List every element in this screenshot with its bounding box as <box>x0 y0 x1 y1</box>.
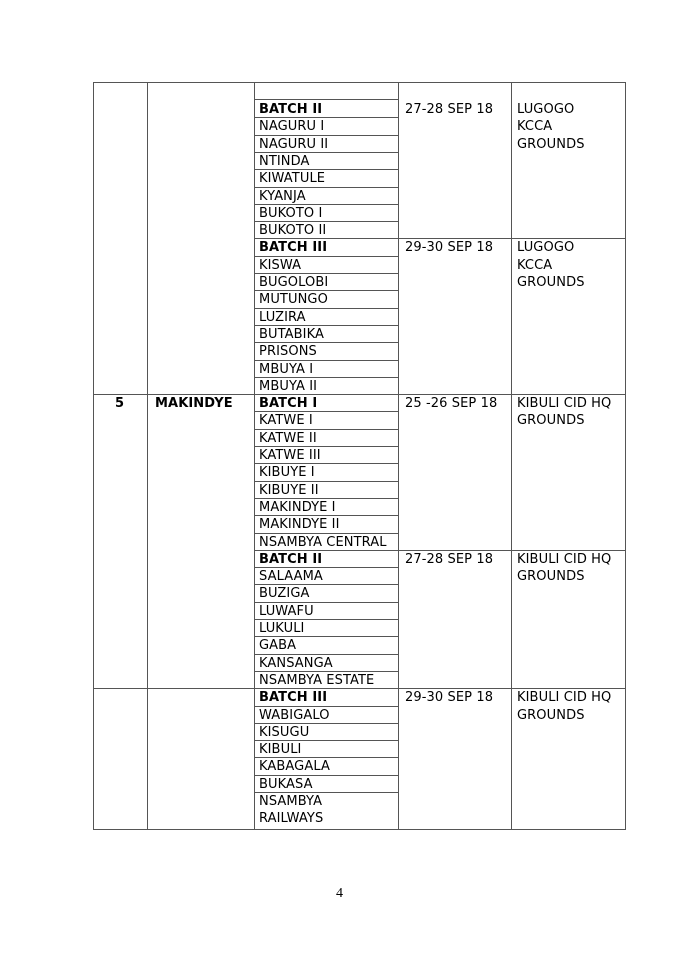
row-number: 5 <box>115 396 125 412</box>
venue-line: KCCA <box>517 119 553 135</box>
page-number: 4 <box>336 886 343 901</box>
column-border <box>625 82 626 830</box>
parish-divider <box>254 99 398 100</box>
parish-name: BUKOTO I <box>259 205 323 221</box>
parish-name: KYANJA <box>259 188 306 204</box>
parish-name: BUTABIKA <box>259 326 325 342</box>
column-border <box>147 82 148 830</box>
parish-name: KIWATULE <box>259 171 326 187</box>
column-border <box>511 82 512 830</box>
parish-name: NSAMBYA ESTATE <box>259 672 375 688</box>
parish-name: NTINDA <box>259 153 310 169</box>
parish-name: PRISONS <box>259 344 317 360</box>
parish-name: KIBULI <box>259 742 302 758</box>
table-bottom-border <box>93 829 625 830</box>
division-name: MAKINDYE <box>155 396 233 412</box>
parish-name: WABIGALO <box>259 707 330 723</box>
batch-dates: 29-30 SEP 18 <box>405 690 494 706</box>
parish-name: KISUGU <box>259 724 310 740</box>
parish-name: KANSANGA <box>259 655 333 671</box>
parish-name: GABA <box>259 638 297 654</box>
batch-title: BATCH III <box>259 240 328 256</box>
venue-line: GROUNDS <box>517 569 585 585</box>
venue-line: LUGOGO <box>517 240 575 256</box>
table-top-border <box>93 82 625 83</box>
parish-name: MAKINDYE II <box>259 517 340 533</box>
parish-name: KISWA <box>259 257 302 273</box>
venue-line: KIBULI CID HQ <box>517 551 612 567</box>
column-border <box>93 82 94 830</box>
parish-name: MBUYA I <box>259 361 314 377</box>
parish-name: MUTUNGO <box>259 292 328 308</box>
venue-line: GROUNDS <box>517 136 585 152</box>
parish-name: KIBUYE I <box>259 465 315 481</box>
venue-line: GROUNDS <box>517 275 585 290</box>
venue-line: GROUNDS <box>517 707 585 723</box>
parish-name: NSAMBYA RAILWAYS <box>259 794 324 826</box>
batch-dates: 25 -26 SEP 18 <box>405 396 498 412</box>
parish-name: LUKULI <box>259 621 305 636</box>
parish-name: BUKOTO II <box>259 223 327 239</box>
parish-name: MAKINDYE I <box>259 499 336 515</box>
column-border <box>254 82 255 830</box>
batch-dates: 27-28 SEP 18 <box>405 102 494 117</box>
venue-line: GROUNDS <box>517 413 585 429</box>
batch-title: BATCH II <box>259 102 323 117</box>
venue-line: LUGOGO <box>517 102 575 117</box>
parish-name: KATWE I <box>259 413 313 429</box>
parish-name: KIBUYE II <box>259 482 319 498</box>
parish-name: KABAGALA <box>259 759 330 775</box>
parish-name: KATWE II <box>259 430 317 446</box>
parish-name: BUKASA <box>259 776 313 792</box>
parish-name: BUZIGA <box>259 586 310 602</box>
venue-line: KIBULI CID HQ <box>517 690 612 706</box>
batch-dates: 29-30 SEP 18 <box>405 240 494 256</box>
batch-title: BATCH I <box>259 396 318 412</box>
group-divider <box>93 394 625 395</box>
parish-name: MBUYA II <box>259 378 318 394</box>
parish-name: NAGURU I <box>259 119 325 135</box>
group-divider <box>93 688 625 689</box>
parish-name: LUZIRA <box>259 309 306 325</box>
parish-name: NSAMBYA CENTRAL <box>259 534 387 550</box>
parish-name: KATWE III <box>259 448 321 463</box>
parish-name: NAGURU II <box>259 136 329 152</box>
batch-title: BATCH III <box>259 690 328 706</box>
column-border <box>398 82 399 830</box>
venue-line: KIBULI CID HQ <box>517 396 612 412</box>
venue-line: KCCA <box>517 257 553 273</box>
batch-dates: 27-28 SEP 18 <box>405 551 494 567</box>
batch-title: BATCH II <box>259 551 323 567</box>
parish-name: SALAAMA <box>259 569 323 585</box>
parish-name: BUGOLOBI <box>259 275 329 290</box>
parish-name: LUWAFU <box>259 603 314 619</box>
